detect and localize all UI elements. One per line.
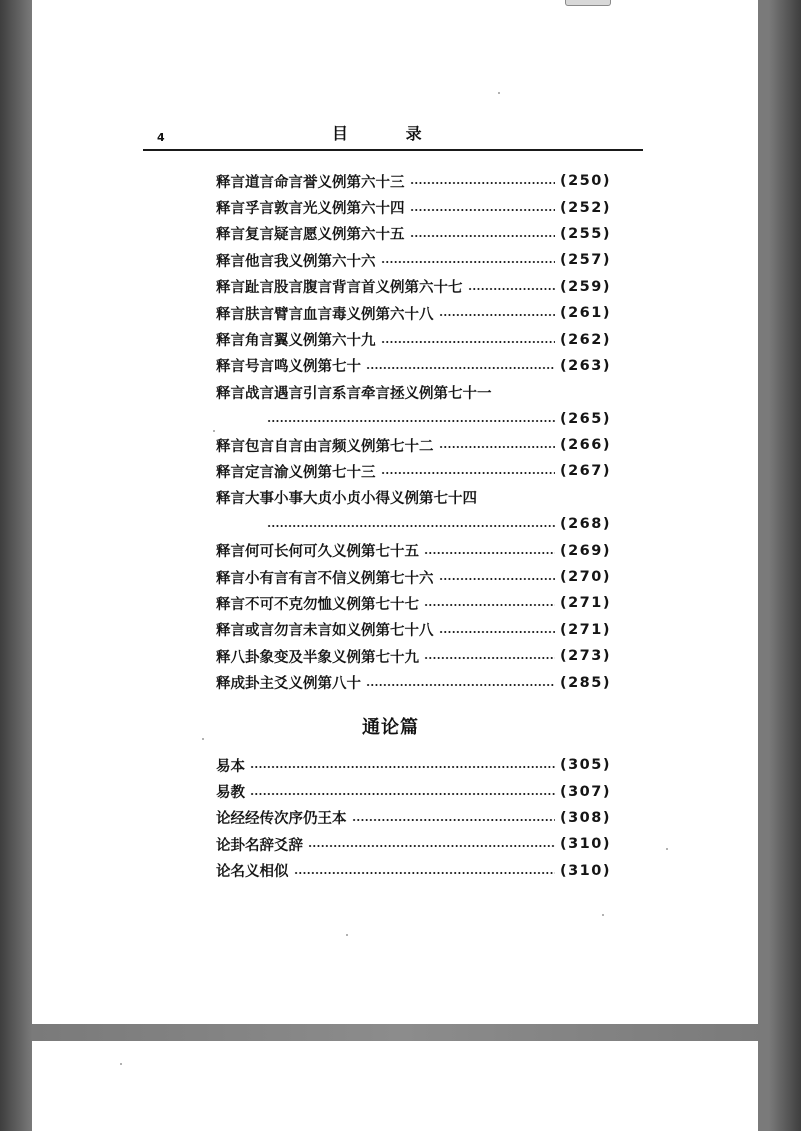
toc-entry-page: (268) bbox=[559, 516, 611, 533]
toc-entry-page: (305) bbox=[559, 757, 611, 774]
toc-leader-dots bbox=[267, 524, 555, 528]
toc-entry-title: 释成卦主爻义例第八十 bbox=[216, 676, 361, 693]
toc-entry-page: (310) bbox=[559, 862, 611, 879]
toc-entry-page: (255) bbox=[559, 225, 611, 242]
toc-entry[interactable] bbox=[216, 247, 611, 273]
toc-entry-page: (271) bbox=[559, 621, 611, 638]
toc-leader-dots bbox=[267, 419, 555, 423]
toc-leader-dots bbox=[366, 366, 555, 370]
table-of-contents-general bbox=[216, 752, 611, 884]
toc-entry[interactable] bbox=[216, 300, 611, 326]
toc-entry-wrapped-title[interactable] bbox=[216, 379, 611, 405]
toc-entry-page: (257) bbox=[559, 252, 611, 269]
toc-entry[interactable] bbox=[216, 643, 611, 669]
toc-entry[interactable] bbox=[216, 752, 611, 778]
toc-entry-title: 释言或言勿言未言如义例第七十八 bbox=[216, 623, 434, 640]
toc-leader-dots bbox=[250, 792, 555, 796]
toc-entry-page: (261) bbox=[559, 305, 611, 322]
toc-entry[interactable] bbox=[216, 778, 611, 804]
toc-leader-dots bbox=[381, 260, 555, 264]
toc-entry[interactable] bbox=[216, 831, 611, 857]
toc-entry[interactable] bbox=[216, 432, 611, 458]
toc-entry-page: (270) bbox=[559, 569, 611, 586]
toc-leader-dots bbox=[424, 603, 555, 607]
scan-speck bbox=[202, 738, 204, 740]
toc-entry[interactable] bbox=[216, 353, 611, 379]
toc-entry[interactable] bbox=[216, 805, 611, 831]
toc-entry-title: 易教 bbox=[216, 785, 245, 802]
toc-leader-dots bbox=[424, 656, 555, 660]
toc-entry-page: (263) bbox=[559, 357, 611, 374]
toc-entry-page: (310) bbox=[559, 836, 611, 853]
toc-entry-title: 释言道言命言誉义例第六十三 bbox=[216, 174, 405, 191]
scan-speck bbox=[120, 1063, 122, 1065]
toc-leader-dots bbox=[439, 630, 555, 634]
toc-entry[interactable] bbox=[216, 617, 611, 643]
toc-entry[interactable] bbox=[216, 194, 611, 220]
toc-entry-page: (308) bbox=[559, 809, 611, 826]
toc-entry[interactable] bbox=[216, 669, 611, 695]
toc-entry-page: (285) bbox=[559, 674, 611, 691]
toc-entry-title: 释言趾言股言腹言背言首义例第六十七 bbox=[216, 280, 463, 297]
scan-speck bbox=[498, 92, 500, 94]
toc-leader-dots bbox=[308, 844, 555, 848]
page-number: 4 bbox=[157, 131, 165, 144]
toc-leader-dots bbox=[381, 471, 555, 475]
toc-entry-page: (269) bbox=[559, 542, 611, 559]
toc-entry-title: 易本 bbox=[216, 758, 245, 775]
toc-entry-title: 释言包言自言由言频义例第七十二 bbox=[216, 438, 434, 455]
toc-entry-page: (271) bbox=[559, 595, 611, 612]
toc-leader-dots bbox=[366, 683, 555, 687]
toc-entry[interactable] bbox=[216, 458, 611, 484]
scan-speck bbox=[602, 914, 604, 916]
toc-entry-title: 释言定言渝义例第七十三 bbox=[216, 464, 376, 481]
toc-entry-title: 释言他言我义例第六十六 bbox=[216, 253, 376, 270]
toc-entry[interactable] bbox=[216, 326, 611, 352]
toc-entry-title: 释言何可长何可久义例第七十五 bbox=[216, 544, 419, 561]
toc-entry[interactable] bbox=[216, 168, 611, 194]
toc-leader-dots bbox=[410, 181, 555, 185]
toc-entry-title: 论卦名辞爻辞 bbox=[216, 837, 303, 854]
toc-entry-title: 释言小有言有言不信义例第七十六 bbox=[216, 570, 434, 587]
scan-speck bbox=[213, 430, 215, 432]
toc-entry-page: (307) bbox=[559, 783, 611, 800]
scan-speck bbox=[666, 848, 668, 850]
toc-entry-page: (266) bbox=[559, 437, 611, 454]
toc-entry-title: 释言号言鸣义例第七十 bbox=[216, 359, 361, 376]
toc-entry-title: 释言战言遇言引言系言牵言拯义例第七十一 bbox=[216, 385, 492, 402]
toc-leader-dots bbox=[439, 313, 555, 317]
toc-entry-title: 释言不可不克勿恤义例第七十七 bbox=[216, 596, 419, 613]
toc-entry[interactable] bbox=[216, 537, 611, 563]
toc-entry-page: (262) bbox=[559, 331, 611, 348]
toc-leader-dots bbox=[294, 871, 555, 875]
toc-entry-page: (259) bbox=[559, 278, 611, 295]
toc-entry-title: 释言肤言臂言血言毒义例第六十八 bbox=[216, 306, 434, 323]
toc-entry-title: 论名义相似 bbox=[216, 864, 289, 881]
next-document-page bbox=[32, 1041, 758, 1131]
toc-leader-dots bbox=[439, 445, 555, 449]
running-title: 目 录 bbox=[332, 124, 448, 143]
toc-entry-page: (265) bbox=[559, 410, 611, 427]
toc-entry[interactable] bbox=[216, 590, 611, 616]
toc-entry-title: 释言孚言敦言光义例第六十四 bbox=[216, 201, 405, 218]
toc-entry-page: (250) bbox=[559, 173, 611, 190]
scrollbar-thumb[interactable] bbox=[565, 0, 611, 6]
toc-entry-continuation[interactable] bbox=[216, 511, 611, 537]
toc-leader-dots bbox=[410, 208, 555, 212]
table-of-contents bbox=[216, 168, 611, 696]
toc-entry-title: 论经经传次序仍王本 bbox=[216, 811, 347, 828]
toc-leader-dots bbox=[381, 340, 555, 344]
toc-leader-dots bbox=[250, 765, 555, 769]
toc-entry[interactable] bbox=[216, 274, 611, 300]
toc-leader-dots bbox=[352, 818, 555, 822]
section-title: 通论篇 bbox=[362, 717, 419, 738]
toc-entry-continuation[interactable] bbox=[216, 406, 611, 432]
toc-entry-page: (273) bbox=[559, 648, 611, 665]
toc-entry-title: 释言角言翼义例第六十九 bbox=[216, 333, 376, 350]
toc-entry-title: 释八卦象变及半象义例第七十九 bbox=[216, 649, 419, 666]
toc-entry-title: 释言复言疑言愿义例第六十五 bbox=[216, 227, 405, 244]
toc-leader-dots bbox=[410, 234, 555, 238]
toc-entry-title: 释言大事小事大贞小贞小得义例第七十四 bbox=[216, 491, 477, 508]
toc-entry-wrapped-title[interactable] bbox=[216, 485, 611, 511]
scan-speck bbox=[346, 934, 348, 936]
toc-entry[interactable] bbox=[216, 564, 611, 590]
toc-leader-dots bbox=[468, 287, 555, 291]
toc-entry-page: (267) bbox=[559, 463, 611, 480]
toc-leader-dots bbox=[424, 551, 555, 555]
toc-leader-dots bbox=[439, 577, 555, 581]
toc-entry[interactable] bbox=[216, 858, 611, 884]
document-page bbox=[32, 0, 758, 1024]
header-rule bbox=[143, 149, 643, 151]
toc-entry-page: (252) bbox=[559, 199, 611, 216]
toc-entry[interactable] bbox=[216, 221, 611, 247]
